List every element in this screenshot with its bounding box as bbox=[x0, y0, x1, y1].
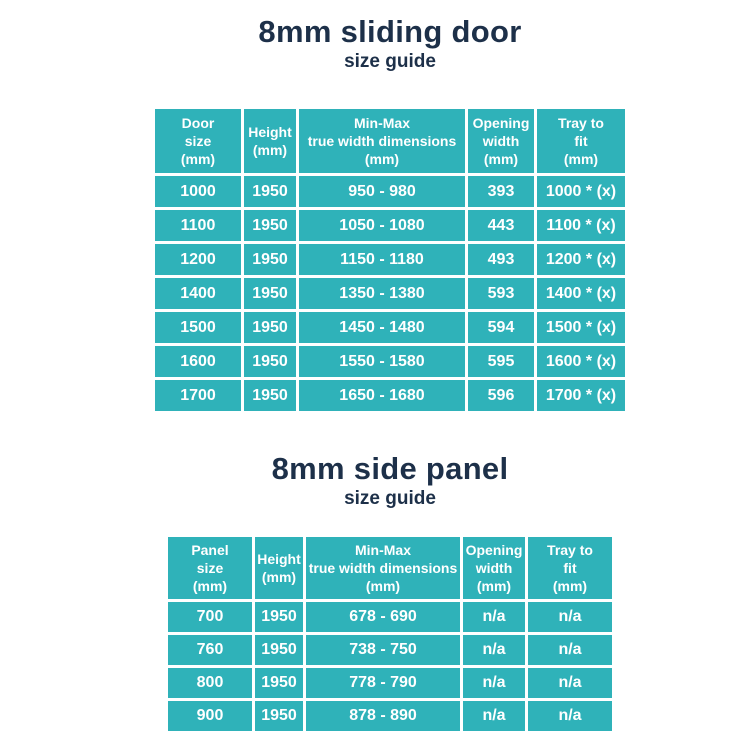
header-cell-line: (mm) bbox=[364, 151, 400, 168]
header-cell bbox=[155, 109, 241, 173]
table-row bbox=[155, 346, 625, 377]
table-cell: 1550 - 1580 bbox=[299, 346, 465, 377]
table-cell: 1100 bbox=[155, 210, 241, 241]
table-cell: 1950 bbox=[244, 210, 296, 241]
table-cell: 1950 bbox=[244, 244, 296, 275]
table-cell: 1700 * (x) bbox=[537, 380, 625, 411]
header-cell-line: width bbox=[475, 559, 513, 576]
table-cell: 1950 bbox=[244, 312, 296, 343]
table-cell: 1650 - 1680 bbox=[299, 380, 465, 411]
table-cell: 1950 bbox=[244, 176, 296, 207]
table-cell: 760 bbox=[168, 635, 252, 665]
table-cell: 1400 bbox=[155, 278, 241, 309]
table-cell: n/a bbox=[463, 635, 525, 665]
table-cell: 443 bbox=[468, 210, 534, 241]
sliding-door-title: 8mm sliding door bbox=[258, 14, 522, 49]
table-cell: 950 - 980 bbox=[299, 176, 465, 207]
table-row bbox=[155, 278, 625, 309]
header-cell bbox=[463, 537, 525, 599]
table-cell: n/a bbox=[528, 602, 612, 632]
table-cell: 1450 - 1480 bbox=[299, 312, 465, 343]
table-cell: 1050 - 1080 bbox=[299, 210, 465, 241]
table-cell: 1600 * (x) bbox=[537, 346, 625, 377]
header-cell bbox=[537, 109, 625, 173]
table-cell: 1000 * (x) bbox=[537, 176, 625, 207]
table-cell: 1350 - 1380 bbox=[299, 278, 465, 309]
table-header-row bbox=[168, 537, 612, 599]
header-cell-line: size bbox=[196, 559, 224, 576]
table-cell: n/a bbox=[528, 635, 612, 665]
header-cell-line: (mm) bbox=[180, 151, 216, 168]
header-cell bbox=[468, 109, 534, 173]
table-cell: 594 bbox=[468, 312, 534, 343]
header-cell-line: (mm) bbox=[552, 578, 588, 595]
table-cell: 1400 * (x) bbox=[537, 278, 625, 309]
table-cell: 800 bbox=[168, 668, 252, 698]
header-cell-line: Min-Max bbox=[354, 114, 410, 131]
header-cell-line: size bbox=[184, 132, 212, 149]
table-row bbox=[155, 380, 625, 411]
header-cell-line: (mm) bbox=[563, 151, 599, 168]
header-cell-line: Opening bbox=[472, 114, 530, 131]
table-cell: n/a bbox=[463, 602, 525, 632]
table-cell: 1200 bbox=[155, 244, 241, 275]
header-cell bbox=[306, 537, 460, 599]
sliding-door-subtitle: size guide bbox=[344, 51, 436, 72]
header-cell bbox=[299, 109, 465, 173]
table-cell: 393 bbox=[468, 176, 534, 207]
table-cell: 778 - 790 bbox=[306, 668, 460, 698]
header-cell bbox=[244, 109, 296, 173]
table-cell: 596 bbox=[468, 380, 534, 411]
table-header-row bbox=[155, 109, 625, 173]
header-cell-line: true width dimensions bbox=[307, 132, 457, 149]
header-cell-line: Tray to bbox=[558, 114, 604, 131]
table-cell: 593 bbox=[468, 278, 534, 309]
header-cell-line: fit bbox=[563, 559, 577, 576]
table-row bbox=[168, 701, 612, 731]
header-cell-line: Opening bbox=[465, 541, 523, 558]
side-panel-subtitle: size guide bbox=[344, 488, 436, 509]
header-cell-line: Door bbox=[181, 114, 215, 131]
table-cell: 1950 bbox=[255, 701, 303, 731]
table-cell: n/a bbox=[463, 701, 525, 731]
table-row bbox=[155, 210, 625, 241]
header-cell-line: Height bbox=[248, 123, 292, 140]
table-cell: 900 bbox=[168, 701, 252, 731]
header-cell-line: (mm) bbox=[252, 142, 288, 158]
table-cell: 1600 bbox=[155, 346, 241, 377]
table-cell: n/a bbox=[528, 668, 612, 698]
header-cell-line: Height bbox=[257, 550, 301, 567]
table-cell: 1150 - 1180 bbox=[299, 244, 465, 275]
header-cell-line: fit bbox=[574, 132, 588, 149]
table-cell: 1200 * (x) bbox=[537, 244, 625, 275]
table-row bbox=[155, 244, 625, 275]
table-cell: 1950 bbox=[244, 278, 296, 309]
table-cell: 595 bbox=[468, 346, 534, 377]
table-row bbox=[155, 176, 625, 207]
header-cell-line: Min-Max bbox=[355, 541, 411, 558]
header-cell-line: (mm) bbox=[476, 578, 512, 595]
table-row bbox=[168, 602, 612, 632]
sliding-door-size-table bbox=[152, 106, 628, 414]
header-cell bbox=[168, 537, 252, 599]
table-cell: 1100 * (x) bbox=[537, 210, 625, 241]
header-cell-line: (mm) bbox=[192, 578, 228, 595]
side-panel-size-table bbox=[165, 534, 615, 734]
table-cell: 1950 bbox=[255, 668, 303, 698]
table-cell: n/a bbox=[528, 701, 612, 731]
header-cell-line: true width dimensions bbox=[308, 559, 458, 576]
table-cell: 1500 * (x) bbox=[537, 312, 625, 343]
table-cell: 700 bbox=[168, 602, 252, 632]
table-cell: n/a bbox=[463, 668, 525, 698]
header-cell bbox=[528, 537, 612, 599]
table-row bbox=[155, 312, 625, 343]
header-cell-line: (mm) bbox=[483, 151, 519, 168]
table-cell: 1500 bbox=[155, 312, 241, 343]
header-cell-line: (mm) bbox=[365, 578, 401, 595]
table-cell: 1000 bbox=[155, 176, 241, 207]
table-cell: 738 - 750 bbox=[306, 635, 460, 665]
table-cell: 1700 bbox=[155, 380, 241, 411]
header-cell-line: (mm) bbox=[261, 569, 297, 585]
table-row bbox=[168, 668, 612, 698]
header-cell-line: Panel bbox=[191, 541, 229, 558]
table-cell: 1950 bbox=[244, 346, 296, 377]
header-cell-line: Tray to bbox=[547, 541, 593, 558]
side-panel-title: 8mm side panel bbox=[271, 451, 509, 486]
table-cell: 878 - 890 bbox=[306, 701, 460, 731]
header-cell bbox=[255, 537, 303, 599]
table-cell: 493 bbox=[468, 244, 534, 275]
table-row bbox=[168, 635, 612, 665]
header-cell-line: width bbox=[482, 132, 520, 149]
table-cell: 1950 bbox=[255, 602, 303, 632]
table-cell: 1950 bbox=[255, 635, 303, 665]
table-cell: 678 - 690 bbox=[306, 602, 460, 632]
table-cell: 1950 bbox=[244, 380, 296, 411]
